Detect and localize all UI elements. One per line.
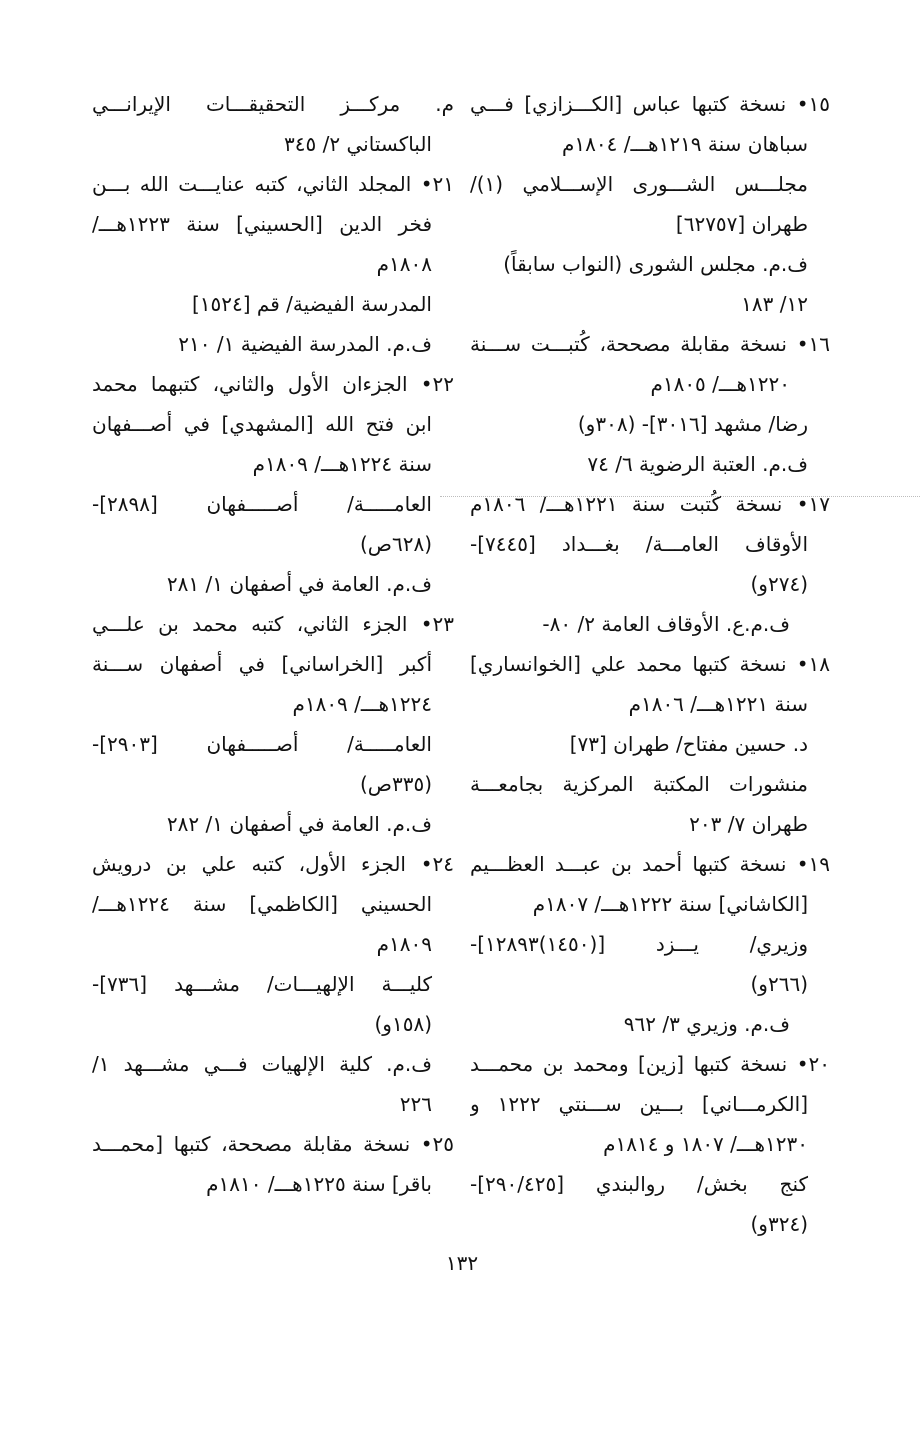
entry-25-line-2: باقر] سنة ١٢٢٥هـــ/ ١٨١٠م <box>206 1172 432 1196</box>
entry-17-line-3: (٢٧٤و) <box>750 572 808 596</box>
entry-24-line-6: ف.م. كلية الإلهيات فـــي مشـــهد ١/ <box>92 1052 432 1076</box>
entry-22-line-2: ابن فتح الله [المشهدي] في أصـــفهان <box>92 412 432 436</box>
entry-24 <box>92 844 454 1124</box>
entry-22 <box>92 364 454 604</box>
entry-19-line-1: ١٩• نسخة كتبها أحمد بن عبـــد العظـــيم <box>470 852 830 876</box>
entry-21-line-2: فخر الدين [الحسيني] سنة ١٢٢٣هـــ/ <box>92 212 432 236</box>
entry-19-line-3: وزيري/ يـــزد [(١٤٥٠)١٢٨٩٣]- <box>470 932 808 956</box>
entry-23-line-5: (٣٣٥ص) <box>359 772 432 796</box>
entry-15-line-4: طهران [٦٢٧٥٧] <box>675 212 808 236</box>
entry-24-line-5: (١٥٨و) <box>374 1012 432 1036</box>
entry-18-line-5: طهران ٧/ ٢٠٣ <box>689 812 808 836</box>
entry-24-line-7: ٢٢٦ <box>399 1092 432 1116</box>
entry-23-line-4: العامـــــة/ أصـــــفهان [٢٩٠٣]- <box>92 732 432 756</box>
entry-19 <box>470 844 830 1044</box>
entry-17 <box>470 484 830 644</box>
scan-dotted-rule <box>440 496 920 497</box>
entry-19-line-4: (٢٦٦و) <box>750 972 808 996</box>
entry-23-line-1: ٢٣• الجزء الثاني، كتبه محمد بن علـــي <box>92 612 454 636</box>
entry-24-line-2: الحسيني [الكاظمي] سنة ١٢٢٤هـــ/ <box>92 892 432 916</box>
entry-21-line-4: المدرسة الفيضية/ قم [١٥٢٤] <box>191 292 432 316</box>
page-number: ١٣٢ <box>445 1251 479 1275</box>
entry-23-line-3: ١٢٢٤هـــ/ ١٨٠٩م <box>292 692 432 716</box>
right-column <box>470 84 830 1244</box>
entry-20-continued <box>92 84 454 164</box>
entry-15 <box>470 84 830 324</box>
entry-16-line-4: ف.م. العتبة الرضوية ٦/ ٧٤ <box>587 452 808 476</box>
left-column <box>92 84 454 1204</box>
entry-25-line-1: ٢٥• نسخة مقابلة مصححة، كتبها [محمـــد <box>92 1132 454 1156</box>
entry-22-line-6: ف.م. العامة في أصفهان ١/ ٢٨١ <box>166 572 432 596</box>
entry-24-line-1: ٢٤• الجزء الأول، كتبه علي بن درويش <box>92 852 454 876</box>
entry-18-line-2: سنة ١٢٢١هـــ/ ١٨٠٦م <box>628 692 808 716</box>
entry-17-line-1: ١٧• نسخة كُتبت سنة ١٢٢١هـــ/ ١٨٠٦م <box>470 492 830 516</box>
entry-20-line-1: ٢٠• نسخة كتبها [زين] ومحمد بن محمـــد <box>470 1052 830 1076</box>
entry-16-line-1: ١٦• نسخة مقابلة مصححة، كُتبـــت ســـنة <box>470 332 830 356</box>
entry-15-line-3: مجلـــس الشـــورى الإســـلامي (١)/ <box>470 172 808 196</box>
entry-21 <box>92 164 454 364</box>
entry-23-line-6: ف.م. العامة في أصفهان ١/ ٢٨٢ <box>166 812 432 836</box>
entry-21-line-5: ف.م. المدرسة الفيضية ١/ ٢١٠ <box>178 332 432 356</box>
entry-22-line-4: العامـــــة/ أصـــــفهان [٢٨٩٨]- <box>92 492 432 516</box>
entry-22-line-1: ٢٢• الجزءان الأول والثاني، كتبهما محمد <box>92 372 454 396</box>
entry-23-line-2: أكبر [الخراساني] في أصفهان ســـنة <box>92 652 432 676</box>
entry-16-line-3: رضا/ مشهد [٣٠١٦]- (٣٠٨و) <box>577 412 808 436</box>
entry-15-line-1: ١٥• نسخة كتبها عباس [الكـــزازي] فـــي <box>470 92 830 116</box>
entry-20-line-5: (٣٢٤و) <box>750 1212 808 1236</box>
entry-20-cont-line-2: الباكستاني ٢/ ٣٤٥ <box>284 132 432 156</box>
entry-24-line-4: كليـــة الإلهيـــات/ مشـــهد [٧٣٦]- <box>92 972 432 996</box>
entry-16 <box>470 324 830 484</box>
entry-18-line-4: منشورات المكتبة المركزية بجامعـــة <box>470 772 808 796</box>
entry-16-line-2: ١٢٢٠هـــ/ ١٨٠٥م <box>650 372 790 396</box>
entry-20-line-4: كنج بخش/ روالبندي [٢٩٠/٤٢٥]- <box>470 1172 808 1196</box>
entry-20-line-3: ١٢٣٠هـــ/ ١٨٠٧ و ١٨١٤م <box>603 1132 808 1156</box>
entry-19-line-2: [الكاشاني] سنة ١٢٢٢هـــ/ ١٨٠٧م <box>532 892 808 916</box>
entry-18-line-1: ١٨• نسخة كتبها محمد علي [الخوانساري] <box>470 652 830 676</box>
entry-20-line-2: [الكرمـــاني] بـــين ســـنتي ١٢٢٢ و <box>470 1092 808 1116</box>
entry-21-line-1: ٢١• المجلد الثاني، كتبه عنايـــت الله بـــن <box>92 172 454 196</box>
entry-23 <box>92 604 454 844</box>
entry-17-line-2: الأوقاف العامـــة/ بغـــداد [٧٤٤٥]- <box>470 532 808 556</box>
entry-18-line-3: د. حسين مفتاح/ طهران [٧٣] <box>569 732 808 756</box>
entry-15-line-2: سباهان سنة ١٢١٩هـــ/ ١٨٠٤م <box>561 132 808 156</box>
entry-20-cont-line-1: م. مركـــز التحقيقـــات الإيرانـــي <box>92 92 454 116</box>
entry-22-line-5: (٦٢٨ص) <box>359 532 432 556</box>
entry-15-line-5: ف.م. مجلس الشورى (النواب سابقاً) <box>503 252 808 276</box>
entry-21-line-3: ١٨٠٨م <box>376 252 432 276</box>
entry-24-line-3: ١٨٠٩م <box>376 932 432 956</box>
entry-17-line-4: ف.م.ع. الأوقاف العامة ٢/ ٨٠- <box>542 612 790 636</box>
entry-22-line-3: سنة ١٢٢٤هـــ/ ١٨٠٩م <box>252 452 432 476</box>
entry-18 <box>470 644 830 844</box>
entry-15-line-6: ١٢/ ١٨٣ <box>741 292 808 316</box>
entry-20 <box>470 1044 830 1244</box>
entry-25 <box>92 1124 454 1204</box>
entry-19-line-5: ف.م. وزيري ٣/ ٩٦٢ <box>623 1012 790 1036</box>
